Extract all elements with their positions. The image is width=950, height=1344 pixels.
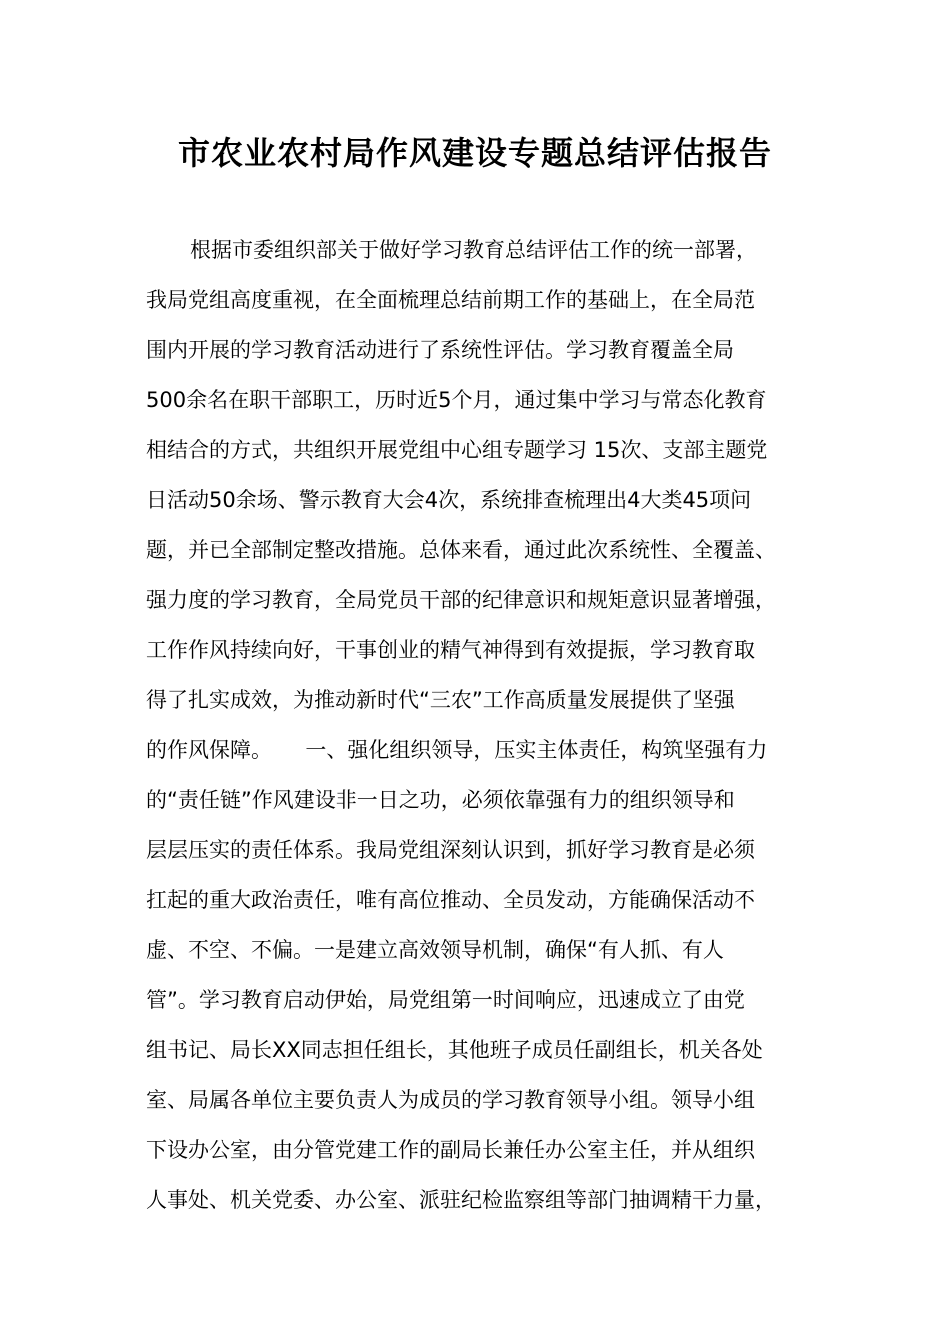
body-line: 的“责任链”作风建设非一日之功，必须依靠强有力的组织领导和 <box>146 788 735 812</box>
body-line: 日活动50余场、警示教育大会4次，系统排查梳理出4大类45项问 <box>146 488 752 512</box>
body-line: 层层压实的责任体系。我局党组深刻认识到，抓好学习教育是必须 <box>146 838 755 862</box>
body-line: 强力度的学习教育，全局党员干部的纪律意识和规矩意识显著增强， <box>146 588 776 612</box>
body-line: 500余名在职干部职工，历时近5个月，通过集中学习与常态化教育 <box>146 388 767 412</box>
body-line: 人事处、机关党委、办公室、派驻纪检监察组等部门抽调精干力量， <box>146 1188 776 1212</box>
body-line: 组书记、局长XX同志担任组长，其他班子成员任副组长，机关各处 <box>146 1038 763 1062</box>
body-line: 下设办公室，由分管党建工作的副局长兼任办公室主任，并从组织 <box>146 1138 755 1162</box>
body-line: 围内开展的学习教育活动进行了系统性评估。学习教育覆盖全局 <box>146 338 734 362</box>
body-line: 相结合的方式，共组织开展党组中心组专题学习 15次、支部主题党 <box>146 438 768 462</box>
body-line: 根据市委组织部关于做好学习教育总结评估工作的统一部署， <box>190 238 757 262</box>
body-line: 得了扎实成效，为推动新时代“三农”工作高质量发展提供了坚强 <box>146 688 735 712</box>
body-line: 虚、不空、不偏。一是建立高效领导机制，确保“有人抓、有人 <box>146 938 724 962</box>
body-line: 题，并已全部制定整改措施。总体来看，通过此次系统性、全覆盖、 <box>146 538 776 562</box>
body-line: 工作作风持续向好，干事创业的精气神得到有效提振，学习教育取 <box>146 638 755 662</box>
body-line: 管”。学习教育启动伊始，局党组第一时间响应，迅速成立了由党 <box>146 988 745 1012</box>
body-line: 的作风保障。 一、强化组织领导，压实主体责任，构筑坚强有力 <box>146 738 768 762</box>
document-title: 市农业农村局作风建设专题总结评估报告 <box>177 134 772 172</box>
body-line: 室、局属各单位主要负责人为成员的学习教育领导小组。领导小组 <box>146 1088 755 1112</box>
document-body <box>146 225 822 1225</box>
body-line: 扛起的重大政治责任，唯有高位推动、全员发动，方能确保活动不 <box>146 888 755 912</box>
body-line: 我局党组高度重视，在全面梳理总结前期工作的基础上，在全局范 <box>146 288 755 312</box>
